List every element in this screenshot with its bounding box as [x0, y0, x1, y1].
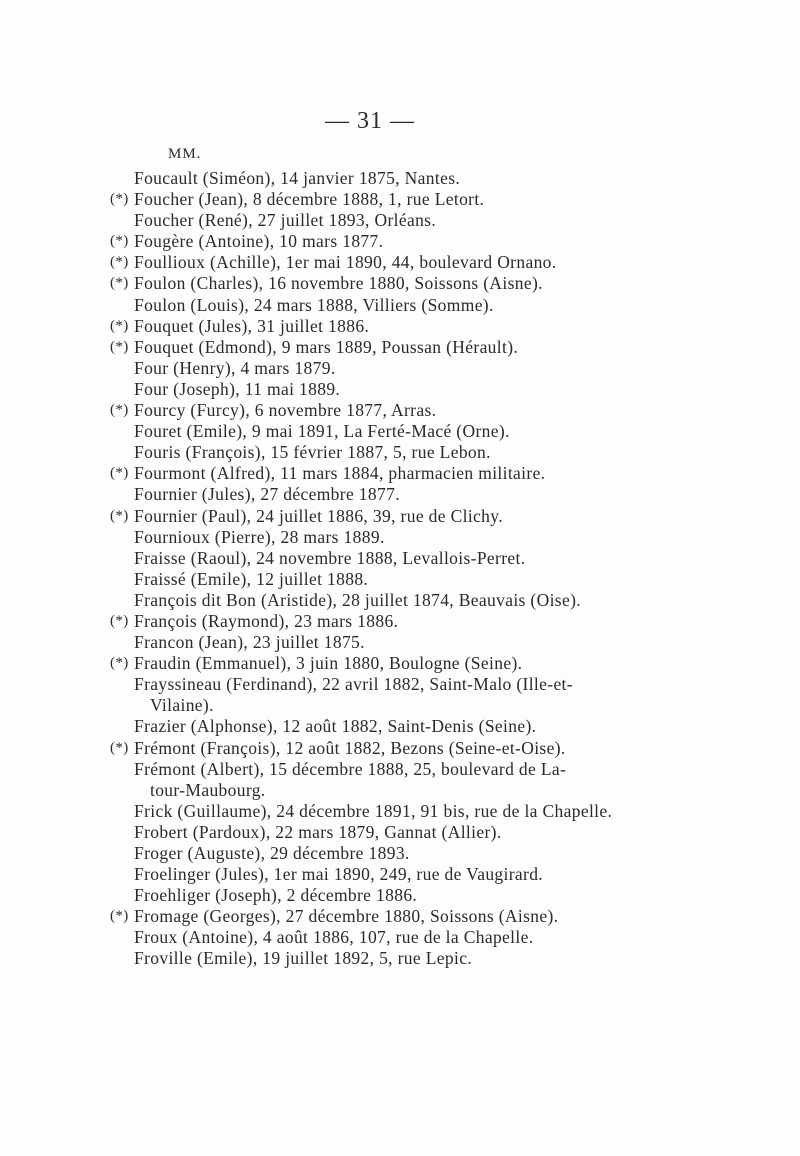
entry-text: Foucault (Siméon), 14 janvier 1875, Nantes.	[134, 168, 461, 188]
list-item	[0, 927, 639, 948]
list-item	[0, 611, 639, 632]
list-item	[0, 759, 639, 801]
list-item	[0, 822, 639, 843]
entry-text: Frazier (Alphonse), 12 août 1882, Saint-Denis (Seine).	[134, 716, 537, 737]
entry-text: Francon (Jean), 23 juillet 1875.	[134, 632, 365, 653]
list-item	[0, 906, 639, 927]
list-item	[0, 168, 639, 189]
list-item	[0, 337, 639, 358]
list-item	[0, 738, 639, 759]
entry-text: Fromage (Georges), 27 décembre 1880, Soissons (Aisne).	[134, 906, 559, 927]
list-item	[0, 716, 639, 737]
entry-text: Fouris (François), 15 février 1887, 5, rue Lebon.	[134, 442, 491, 463]
list-item	[0, 316, 639, 337]
entry-text: Fraissé (Emile), 12 juillet 1888.	[134, 568, 369, 589]
entry-text: Frémont (Albert), 15 décembre 1888, 25, boulevard de La-	[134, 758, 567, 779]
list-item	[0, 400, 639, 421]
entry-text: Fourmont (Alfred), 11 mars 1884, pharmacien militaire.	[134, 463, 546, 484]
entry-text: Froville (Emile), 19 juillet 1892, 5, rue Lepic.	[134, 948, 473, 969]
asterisk-marker: (*)	[110, 739, 129, 756]
list-item	[0, 506, 639, 527]
asterisk-marker: (*)	[110, 254, 129, 271]
entry-text: Frobert (Pardoux), 22 mars 1879, Gannat (Allier).	[134, 821, 502, 842]
entry-text: Frémont (François), 12 août 1882, Bezons (Seine-et-Oise).	[134, 737, 566, 758]
list-item	[0, 569, 639, 590]
entry-continuation: tour-Maubourg.	[150, 779, 266, 800]
asterisk-marker: (*)	[110, 465, 129, 482]
entry-text: Fraisse (Raoul), 24 novembre 1888, Levallois-Perret.	[134, 547, 526, 568]
entry-text: Froger (Auguste), 29 décembre 1893.	[134, 843, 410, 863]
asterisk-marker: (*)	[110, 233, 129, 250]
asterisk-marker: (*)	[110, 908, 129, 925]
entry-text: Foullioux (Achille), 1er mai 1890, 44, boulevard Ornano.	[134, 252, 557, 273]
entry-text: Fourcy (Furcy), 6 novembre 1877, Arras.	[134, 400, 437, 421]
list-item	[0, 527, 639, 548]
entry-continuation: Vilaine).	[150, 695, 214, 716]
member-list	[0, 168, 800, 970]
entry-text: Foucher (Jean), 8 décembre 1888, 1, rue Letort.	[134, 189, 485, 210]
list-item	[0, 463, 639, 484]
list-item	[0, 295, 639, 316]
list-item	[0, 484, 639, 505]
list-item	[0, 843, 639, 864]
list-item	[0, 273, 639, 294]
list-item	[0, 442, 639, 463]
list-item	[0, 864, 639, 885]
list-prefix: MM.	[168, 146, 202, 162]
entry-text: Four (Joseph), 11 mai 1889.	[134, 378, 341, 399]
entry-text: Fouret (Emile), 9 mai 1891, La Ferté-Macé (Orne).	[134, 421, 510, 442]
entry-text: Fougère (Antoine), 10 mars 1877.	[134, 231, 384, 252]
page-number: — 31 —	[325, 108, 415, 134]
entry-text: Froelinger (Jules), 1er mai 1890, 249, rue de Vaugirard.	[134, 864, 544, 885]
list-item	[0, 674, 639, 716]
asterisk-marker: (*)	[110, 191, 129, 208]
entry-text: François (Raymond), 23 mars 1886.	[134, 610, 399, 631]
entry-text: Fraudin (Emmanuel), 3 juin 1880, Boulogne (Seine).	[134, 653, 523, 674]
list-item	[0, 548, 639, 569]
entry-text: Four (Henry), 4 mars 1879.	[134, 357, 336, 378]
list-item	[0, 421, 639, 442]
list-item	[0, 210, 639, 231]
asterisk-marker: (*)	[110, 402, 129, 419]
entry-text: Foucher (René), 27 juillet 1893, Orléans.	[134, 210, 437, 231]
entry-text: Froux (Antoine), 4 août 1886, 107, rue de la Chapelle.	[134, 927, 534, 948]
entry-text: Fournier (Jules), 27 décembre 1877.	[134, 484, 400, 505]
entry-text: Foulon (Charles), 16 novembre 1880, Soissons (Aisne).	[134, 273, 543, 294]
entry-text: Foulon (Louis), 24 mars 1888, Villiers (Somme).	[134, 294, 494, 315]
list-item	[0, 252, 639, 273]
asterisk-marker: (*)	[110, 317, 129, 334]
list-item	[0, 358, 639, 379]
entry-text: Fouquet (Jules), 31 juillet 1886.	[134, 315, 370, 336]
list-item	[0, 379, 639, 400]
list-item	[0, 948, 639, 969]
list-item	[0, 801, 639, 822]
entry-text: Fournioux (Pierre), 28 mars 1889.	[134, 526, 385, 547]
list-item	[0, 632, 639, 653]
list-item	[0, 653, 639, 674]
list-item	[0, 231, 639, 252]
list-item	[0, 590, 639, 611]
asterisk-marker: (*)	[110, 275, 129, 292]
asterisk-marker: (*)	[110, 507, 129, 524]
entry-text: Fouquet (Edmond), 9 mars 1889, Poussan (Hérault).	[134, 336, 519, 357]
entry-text: Frick (Guillaume), 24 décembre 1891, 91 bis, rue de la Chapelle.	[134, 800, 613, 821]
entry-text: François dit Bon (Aristide), 28 juillet 1874, Beauvais (Oise).	[134, 589, 581, 610]
entry-text: Frayssineau (Ferdinand), 22 avril 1882, Saint-Malo (Ille-et-	[134, 674, 573, 695]
asterisk-marker: (*)	[110, 655, 129, 672]
list-item	[0, 189, 639, 210]
entry-text: Fournier (Paul), 24 juillet 1886, 39, rue de Clichy.	[134, 505, 503, 526]
asterisk-marker: (*)	[110, 612, 129, 629]
entry-text: Froehliger (Joseph), 2 décembre 1886.	[134, 885, 418, 906]
list-item	[0, 885, 639, 906]
asterisk-marker: (*)	[110, 338, 129, 355]
